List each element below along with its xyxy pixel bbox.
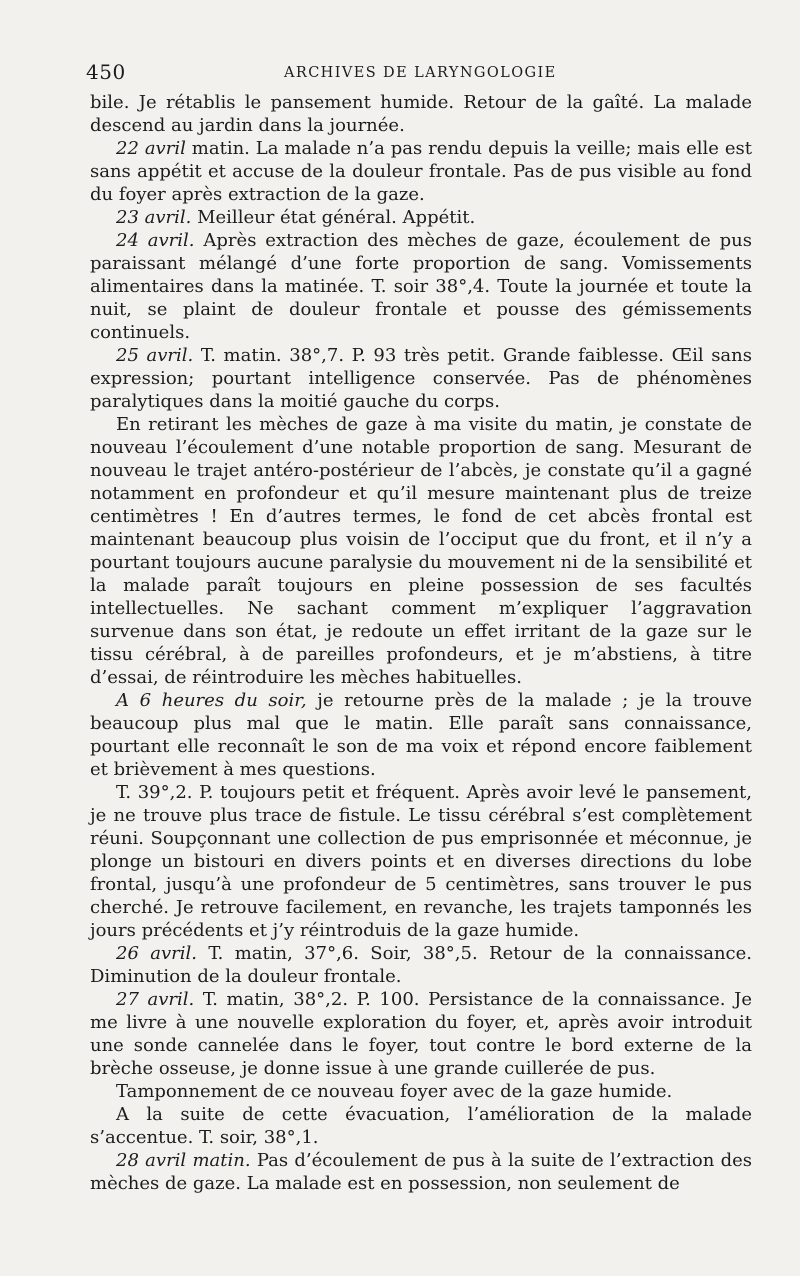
date-lead: 23 avril. [116, 207, 192, 228]
date-lead: 22 avril [116, 138, 186, 159]
date-lead: 26 avril. [116, 943, 197, 964]
journal-title: ARCHIVES DE LARYNGOLOGIE [284, 65, 557, 81]
running-head [86, 60, 746, 88]
paragraph-22-avril: 22 avril matin. La malade n’a pas rendu depuis la veille; mais elle est sans appétit et accuse de la douleur frontale. Pas de pus visible au fond du foyer après extraction de la gaze. [90, 138, 752, 205]
paragraph-tamponnement: Tamponnement de ce nouveau foyer avec de la gaze humide. [116, 1081, 673, 1102]
date-lead: 25 avril. [116, 345, 194, 366]
paragraph-temperature: T. 39°,2. P. toujours petit et fréquent. Après avoir levé le pansement, je ne trouve plus trace de fistule. Le tissu cérébral s’est complètement réuni. Soupçonnant une collection de pus emprisonnée et méconnue, je plonge un bistouri en divers points et en diverses directions du lobe frontal, jusqu’à une profondeur de 5 centimètres, sans trouver le pus cherché. Je retrouve facilement, en revanche, les trajets tamponnés les jours précédents et j’y réintroduis de la gaze humide. [90, 782, 752, 941]
page-number: 450 [86, 60, 126, 84]
paragraph-25-avril: 25 avril. T. matin. 38°,7. P. 93 très petit. Grande faiblesse. Œil sans expression; pourtant intelligence conservée. Pas de phénomènes paralytiques dans la moitié gauche du corps. [90, 345, 752, 412]
date-lead: 27 avril. [116, 989, 195, 1010]
date-lead: 28 avril matin. [116, 1150, 251, 1171]
paragraph-evacuation: A la suite de cette évacuation, l’amélioration de la malade s’accentue. T. soir, 38°,1. [90, 1104, 752, 1148]
date-lead: 24 avril. [116, 230, 195, 251]
paragraph-24-avril: 24 avril. Après extraction des mèches de gaze, écoulement de pus paraissant mélangé d’une forte proportion de sang. Vomissements alimentaires dans la matinée. T. soir 38°,4. Toute la journée et toute la nuit, se plaint de douleur frontale et pousse des gémissements continuels. [90, 230, 752, 343]
paragraph-continuation: bile. Je rétablis le pansement humide. Retour de la gaîté. La malade descend au jardin dans la journée. [90, 92, 752, 136]
paragraph-26-avril: 26 avril. T. matin, 37°,6. Soir, 38°,5. Retour de la connaissance. Diminution de la douleur frontale. [90, 943, 752, 987]
paragraph-visite-matin: En retirant les mèches de gaze à ma visite du matin, je constate de nouveau l’écoulement d’une notable proportion de sang. Mesurant de nouveau le trajet antéro-postérieur de l’abcès, je constate qu’il a gagné notamment en profondeur et qu’il mesure maintenant plus de treize centimètres ! En d’autres termes, le fond de cet abcès frontal est maintenant beaucoup plus voisin de l’occiput que du front, et il n’y a pourtant toujours aucune paralysie du mouvement ni de la sensibilité et la malade paraît toujours en pleine possession de ses facultés intellectuelles. Ne sachant comment m’expliquer l’aggravation survenue dans son état, je redoute un effet irritant de la gaze sur le tissu cérébral, à de pareilles profondeurs, et je m’abstiens, à titre d’essai, de réintroduire les mèches habituelles. [90, 414, 752, 688]
paragraph-28-avril: 28 avril matin. Pas d’écoulement de pus à la suite de l’extraction des mèches de gaze. La malade est en possession, non seulement de [90, 1150, 752, 1194]
body-text [90, 91, 752, 1195]
time-lead: A 6 heures du soir, [116, 690, 307, 711]
paragraph-23-avril: 23 avril. Meilleur état général. Appétit. [116, 207, 476, 228]
paragraph-27-avril: 27 avril. T. matin, 38°,2. P. 100. Persistance de la connaissance. Je me livre à une nouvelle exploration du foyer, et, après avoir introduit une sonde cannelée dans le foyer, tout contre le bord externe de la brèche osseuse, je donne issue à une grande cuillerée de pus. [90, 989, 752, 1079]
paragraph-6-heures-soir: A 6 heures du soir, je retourne près de la malade ; je la trouve beaucoup plus mal que le matin. Elle paraît sans connaissance, pourtant elle reconnaît le son de ma voix et répond encore faiblement et brièvement à mes questions. [90, 690, 752, 780]
